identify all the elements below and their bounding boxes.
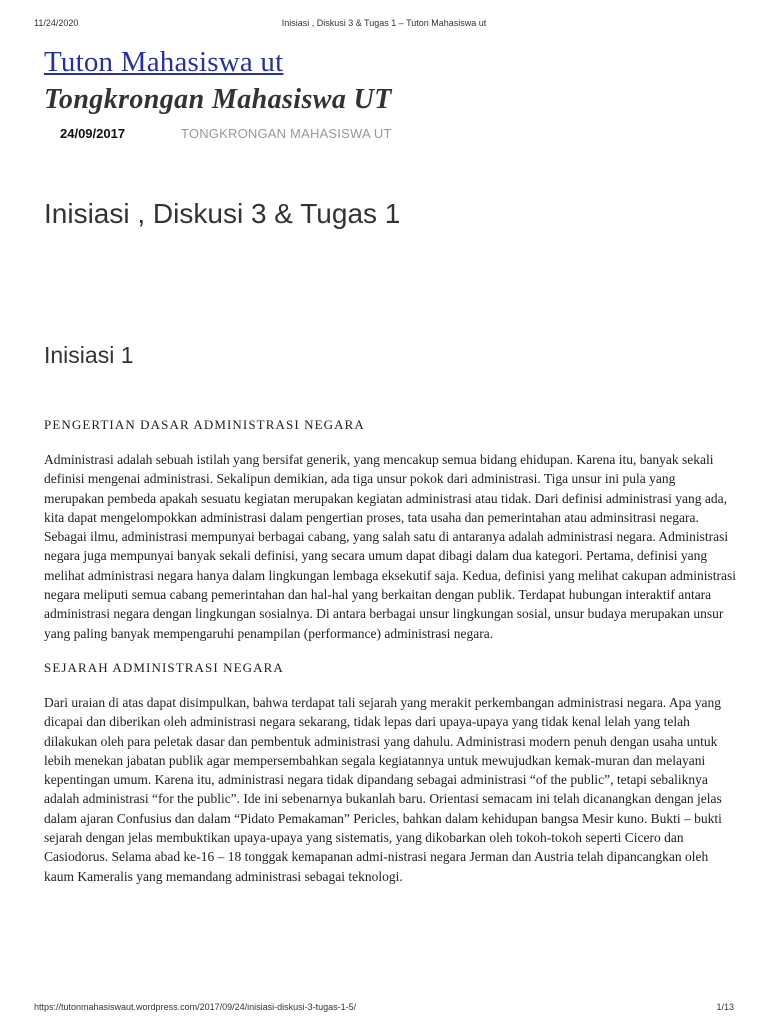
site-tagline: Tongkrongan Mahasiswa UT bbox=[44, 84, 392, 115]
post-author-link[interactable]: TONGKRONGAN MAHASISWA UT bbox=[181, 126, 392, 141]
site-title-link[interactable]: Tuton Mahasiswa ut bbox=[44, 46, 284, 78]
print-page-title: Inisiasi , Diskusi 3 & Tugas 1 – Tuton Mahasiswa ut bbox=[281, 18, 487, 28]
post-meta bbox=[60, 126, 728, 146]
paragraph-sejarah: Dari uraian di atas dapat disimpulkan, bahwa terdapat tali sejarah yang merakit perkembangan administrasi negara. Apa yang dicapai dan diberikan oleh administrasi negara sekarang, tidak lepas dari upaya-upaya yang tidak kenal lelah yang telah dilakukan oleh para peletak dasar dan pembentuk administrasi yang dahulu. Administrasi modern penuh dengan usaha untuk lebih menekan jabatan publik agar mempersembahkan segala kegiatannya untuk mewujudkan kemak-muran dan melayani kepentingan umum. Karena itu, administrasi negara tidak dipandang sebagai administrasi “of the public”, tetapi sebaliknya adalah administrasi “for the public”. Ide ini sebenarnya bukanlah baru. Orientasi semacam ini telah dicanangkan dengan jelas dalam ajaran Confusius dan dalam “Pidato Pemakaman” Pericles, bahkan dalam kehidupan bangsa Mesir kuno. Bukti – bukti sejarah dengan jelas membuktikan upaya-upaya yang sistematis, yang dikobarkan oleh tokoh-tokoh seperti Cicero dan Casiodorus. Selama abad ke-16 – 18 tonggak kemapanan admi-nistrasi negara Jerman dan Austria telah dipancangkan oleh kaum Kameralis yang memandang administrasi sebagai teknologi. bbox=[44, 694, 722, 884]
print-url: https://tutonmahasiswaut.wordpress.com/2017/09/24/inisiasi-diskusi-3-tugas-1-5/ bbox=[34, 1002, 357, 1012]
post-title: Inisiasi , Diskusi 3 & Tugas 1 bbox=[44, 198, 401, 229]
print-date: 11/24/2020 bbox=[34, 18, 79, 28]
section-heading: Inisiasi 1 bbox=[44, 342, 134, 368]
subsection-heading-pengertian: PENGERTIAN DASAR ADMINISTRASI NEGARA bbox=[44, 417, 365, 432]
print-footer bbox=[34, 1002, 734, 1016]
print-header bbox=[34, 18, 734, 32]
post-date-link[interactable]: 24/09/2017 bbox=[60, 126, 126, 141]
post-content bbox=[44, 416, 738, 886]
page-number: 1/13 bbox=[716, 1002, 734, 1012]
paragraph-pengertian: Administrasi adalah sebuah istilah yang bersifat generik, yang mencakup semua bidang ehidupan. Karena itu, banyak sekali definisi mengenai administrasi. Sekalipun demikian, ada tiga unsur pokok dari administrasi. Tiga unsur ini pula yang merupakan pembeda apakah sesuatu kegiatan merupakan kegiatan administrasi atau tidak. Dari definisi administrasi yang ada, kita dapat mengelompokkan administrasi dalam pengertian proses, tata usaha dan pemerintahan atau adminsitrasi negara. Sebagai ilmu, administrasi mempunyai berbagai cabang, yang salah satu di antaranya adalah administrasi negara. Administrasi negara juga mempunyai banyak sekali definisi, yang secara umum dapat dibagi dalam dua kategori. Pertama, definisi yang melihat administrasi negara hanya dalam lingkungan lembaga eksekutif saja. Kedua, definisi yang melihat cakupan administrasi negara meliputi semua cabang pemerintahan dan hal-hal yang berkaitan dengan publik. Terdapat hubungan interaktif antara administrasi negara dengan lingkungan sosialnya. Di antara berbagai unsur lingkungan sosial, unsur budaya merupakan unsur yang paling banyak mempengaruhi penampilan (performance) administrasi negara. bbox=[44, 452, 737, 641]
subsection-heading-sejarah: SEJARAH ADMINISTRASI NEGARA bbox=[44, 659, 284, 675]
